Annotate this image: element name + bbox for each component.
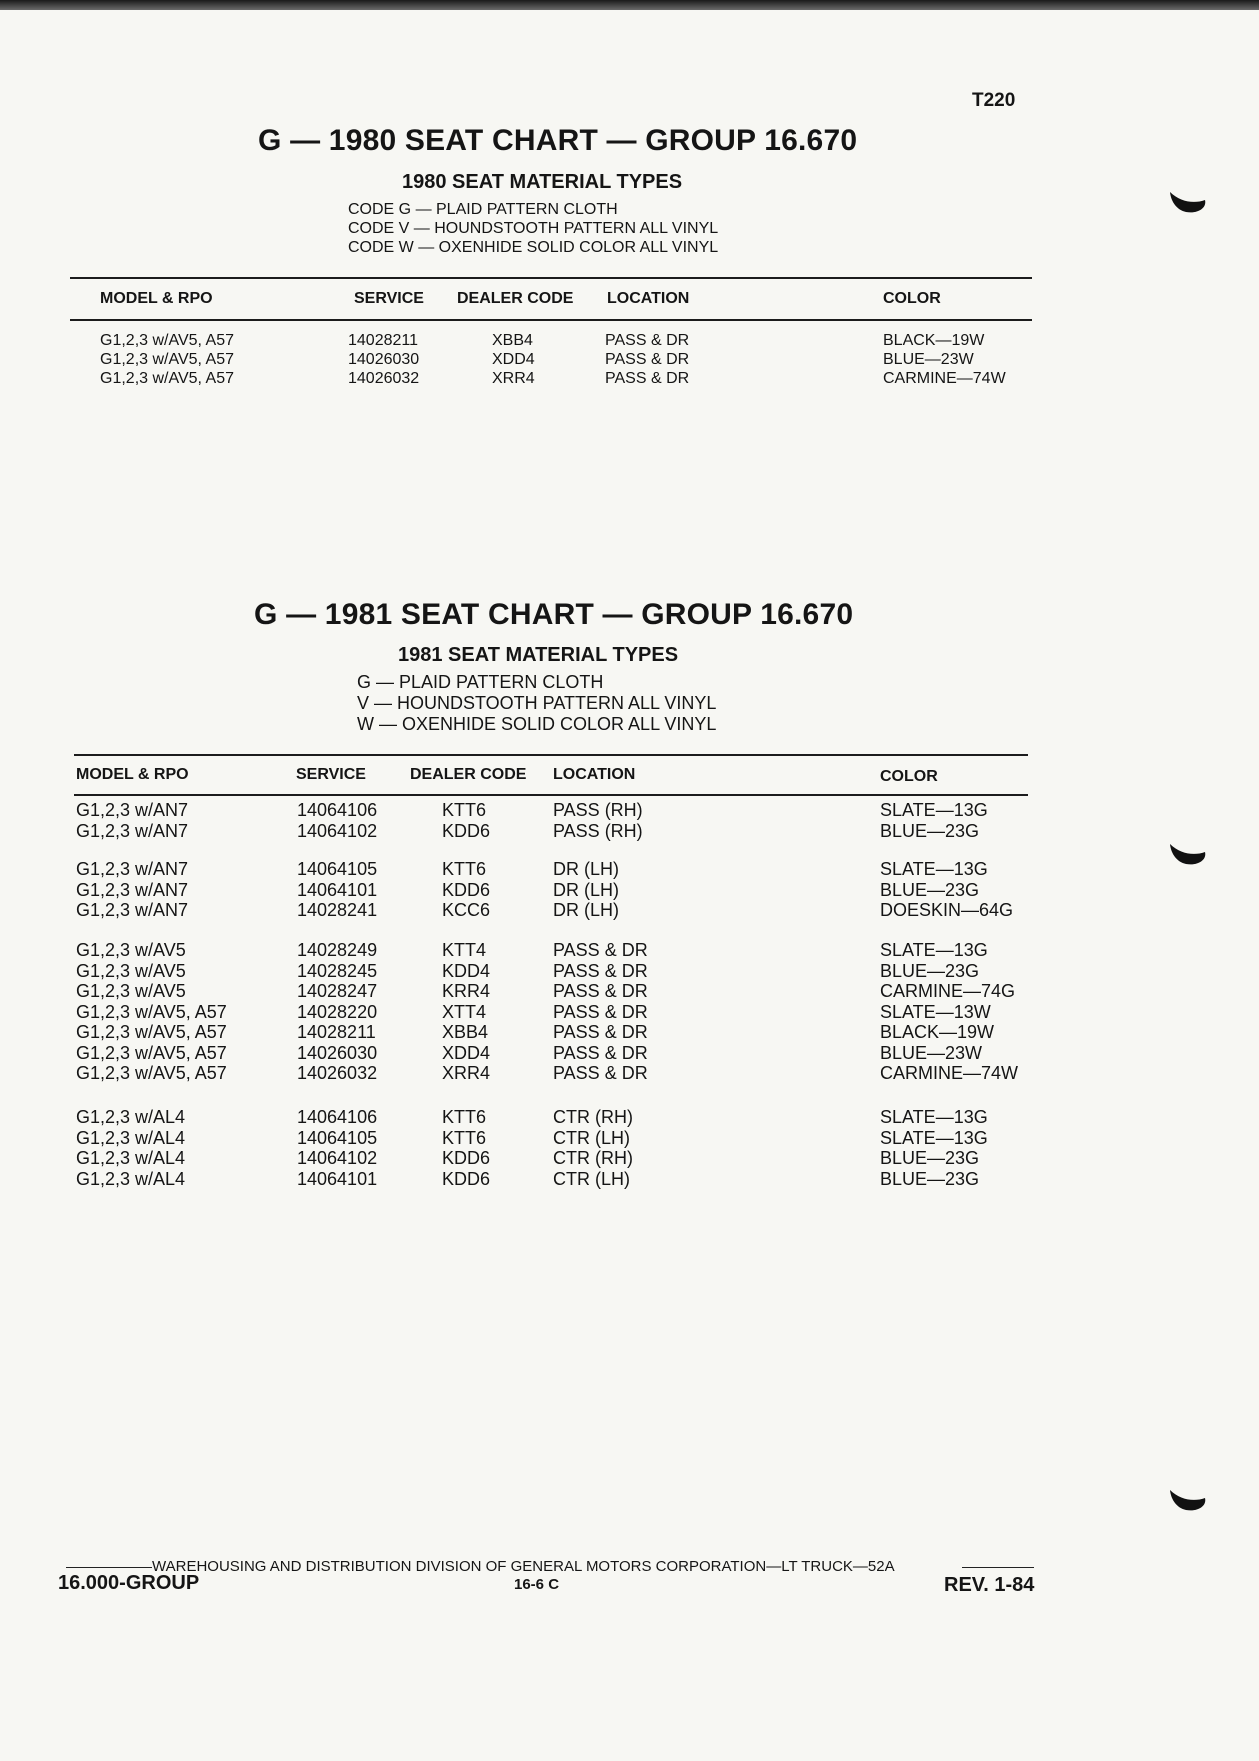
table-cell: PASS (RH)	[553, 820, 643, 841]
table-cell: CTR (LH)	[553, 1168, 630, 1189]
footer-division-line: WAREHOUSING AND DISTRIBUTION DIVISION OF GENERAL MOTORS CORPORATION—LT TRUCK—52A	[152, 1558, 895, 1575]
binder-hole-mark	[1168, 822, 1208, 868]
table-cell: 14026032	[348, 370, 420, 387]
column-header-service: SERVICE	[354, 290, 424, 307]
table-cell: G1,2,3 w/AV5, A57	[100, 351, 235, 368]
material-code-line: W — OXENHIDE SOLID COLOR ALL VINYL	[357, 714, 717, 734]
material-code-line: G — PLAID PATTERN CLOTH	[357, 672, 604, 692]
table-cell: 14064106	[297, 1107, 378, 1127]
table-cell: XRR4	[492, 370, 535, 387]
table-cell: 14028211	[348, 332, 418, 349]
table-cell: XBB4	[492, 332, 533, 349]
table-cell: XDD4	[492, 351, 535, 368]
table-cell: G1,2,3 w/AN7	[76, 820, 189, 841]
column-header-model: MODEL & RPO	[76, 766, 189, 783]
table-cell: CTR (RH)	[553, 1107, 633, 1127]
table-cell: XBB4	[442, 1022, 489, 1042]
table-cell: G1,2,3 w/AL4	[76, 1168, 186, 1189]
table-cell: G1,2,3 w/AV5	[76, 981, 186, 1001]
table-cell: BLUE—23W	[883, 351, 974, 368]
binder-hole-mark	[1168, 170, 1208, 216]
table-cell: 14028211	[297, 1022, 376, 1042]
table-cell: PASS & DR	[553, 1042, 648, 1063]
table-cell: KDD6	[442, 1168, 491, 1189]
column-header-location: LOCATION	[553, 766, 636, 783]
table-cell: SLATE—13G	[880, 1107, 988, 1127]
table-cell: G1,2,3 w/AL4	[76, 1148, 186, 1168]
table-cell: G1,2,3 w/AV5	[76, 960, 186, 981]
table-cell: CARMINE—74W	[883, 370, 1006, 387]
table-cell: 14028249	[297, 940, 378, 960]
table-cell: KDD6	[442, 820, 491, 841]
table-cell: G1,2,3 w/AL4	[76, 1127, 186, 1148]
table-cell: PASS & DR	[553, 1022, 648, 1042]
table-cell: 14026032	[297, 1063, 378, 1083]
table-cell: G1,2,3 w/AV5	[76, 940, 186, 960]
table-cell: 14064105	[297, 1127, 378, 1148]
table-cell: KTT6	[442, 1107, 487, 1127]
table-cell: CTR (LH)	[553, 1127, 630, 1148]
chart-1981-subtitle: 1981 SEAT MATERIAL TYPES	[398, 644, 679, 666]
page-code: T220	[972, 90, 1016, 111]
table-cell: 14064102	[297, 1148, 378, 1168]
table-cell: BLUE—23G	[880, 1148, 980, 1168]
table-cell: G1,2,3 w/AN7	[76, 879, 189, 900]
table-cell: 14028241	[297, 900, 378, 920]
table-cell: CTR (RH)	[553, 1148, 633, 1168]
table-cell: BLUE—23G	[880, 879, 980, 900]
table-cell: 14064106	[297, 800, 378, 820]
table-cell: G1,2,3 w/AL4	[76, 1107, 186, 1127]
table-cell: PASS & DR	[553, 940, 648, 960]
table-cell: BLACK—19W	[883, 332, 985, 349]
table-cell: PASS & DR	[553, 1001, 648, 1022]
chart-1981-material-codes	[357, 672, 716, 735]
table-cell: KTT6	[442, 800, 487, 820]
column-header-color: COLOR	[883, 290, 941, 307]
table-top-rule	[70, 277, 1032, 279]
table-cell: SLATE—13G	[880, 940, 988, 960]
chart-1980-subtitle: 1980 SEAT MATERIAL TYPES	[402, 171, 683, 193]
table-cell: DR (LH)	[553, 859, 619, 879]
table-cell: PASS & DR	[605, 332, 690, 349]
table-cell: BLUE—23G	[880, 960, 980, 981]
table-cell: KDD6	[442, 879, 491, 900]
table-cell: KTT4	[442, 940, 487, 960]
table-cell: DR (LH)	[553, 879, 619, 900]
table-cell: KCC6	[442, 900, 491, 920]
table-cell: 14064105	[297, 859, 378, 879]
table-cell: KRR4	[442, 981, 491, 1001]
table-cell: 14064101	[297, 879, 378, 900]
table-cell: CARMINE—74G	[880, 981, 1016, 1001]
table-cell: BLUE—23G	[880, 1168, 980, 1189]
table-cell: 14064102	[297, 820, 378, 841]
table-cell: 14028220	[297, 1001, 378, 1022]
table-cell: SLATE—13G	[880, 800, 988, 820]
table-cell: 14026030	[297, 1042, 378, 1063]
table-cell: SLATE—13G	[880, 859, 988, 879]
table-cell: KDD4	[442, 960, 491, 981]
footer-rule-right	[962, 1567, 1034, 1568]
table-cell: G1,2,3 w/AV5, A57	[76, 1042, 227, 1063]
material-code-line: CODE V — HOUNDSTOOTH PATTERN ALL VINYL	[348, 220, 719, 237]
column-header-location: LOCATION	[607, 290, 690, 307]
table-cell: KTT6	[442, 1127, 487, 1148]
table-cell: KDD6	[442, 1148, 491, 1168]
table-cell: BLUE—23G	[880, 820, 980, 841]
table-cell: PASS & DR	[553, 981, 648, 1001]
table-cell: PASS (RH)	[553, 800, 643, 820]
footer-page-number: 16-6 C	[514, 1576, 560, 1593]
table-cell: BLACK—19W	[880, 1022, 995, 1042]
table-cell: G1,2,3 w/AV5, A57	[100, 332, 235, 349]
binder-hole-mark	[1168, 1468, 1208, 1514]
table-cell: 14028247	[297, 981, 378, 1001]
table-cell: PASS & DR	[605, 370, 690, 387]
column-header-dealer-code: DEALER CODE	[410, 766, 527, 783]
table-header-rule	[70, 319, 1032, 321]
footer-rule-left	[66, 1567, 152, 1568]
material-code-line: CODE W — OXENHIDE SOLID COLOR ALL VINYL	[348, 239, 719, 256]
table-cell: CARMINE—74W	[880, 1063, 1019, 1083]
table-cell: 14064101	[297, 1168, 378, 1189]
material-code-line: V — HOUNDSTOOTH PATTERN ALL VINYL	[357, 693, 717, 713]
column-header-model: MODEL & RPO	[100, 290, 213, 307]
footer-revision: REV. 1-84	[944, 1574, 1035, 1596]
table-cell: 14026030	[348, 351, 420, 368]
table-cell: XTT4	[442, 1001, 487, 1022]
table-cell: PASS & DR	[553, 1063, 648, 1083]
table-cell: G1,2,3 w/AN7	[76, 859, 189, 879]
scan-top-edge	[0, 0, 1259, 10]
table-cell: G1,2,3 w/AV5, A57	[76, 1063, 227, 1083]
table-cell: SLATE—13G	[880, 1127, 988, 1148]
table-cell: G1,2,3 w/AV5, A57	[76, 1001, 227, 1022]
chart-1981-title: G — 1981 SEAT CHART — GROUP 16.670	[254, 598, 854, 631]
table-cell: PASS & DR	[553, 960, 648, 981]
table-cell: G1,2,3 w/AV5, A57	[76, 1022, 227, 1042]
footer-group: 16.000-GROUP	[58, 1572, 200, 1594]
table-cell: DOESKIN—64G	[880, 900, 1014, 920]
table-cell: BLUE—23W	[880, 1042, 983, 1063]
material-code-line: CODE G — PLAID PATTERN CLOTH	[348, 201, 618, 218]
table-header-rule	[74, 794, 1028, 796]
table-cell: G1,2,3 w/AV5, A57	[100, 370, 235, 387]
table-cell: XRR4	[442, 1063, 491, 1083]
table-cell: G1,2,3 w/AN7	[76, 800, 189, 820]
table-cell: 14028245	[297, 960, 378, 981]
table-cell: DR (LH)	[553, 900, 619, 920]
table-cell: PASS & DR	[605, 351, 690, 368]
table-cell: SLATE—13W	[880, 1001, 991, 1022]
table-cell: XDD4	[442, 1042, 491, 1063]
table-cell: KTT6	[442, 859, 487, 879]
column-header-service: SERVICE	[296, 766, 366, 783]
table-cell: G1,2,3 w/AN7	[76, 900, 189, 920]
table-top-rule	[74, 754, 1028, 756]
chart-1980-material-codes	[348, 200, 718, 257]
chart-1980-title: G — 1980 SEAT CHART — GROUP 16.670	[258, 124, 858, 157]
column-header-color: COLOR	[880, 768, 938, 785]
column-header-dealer-code: DEALER CODE	[457, 290, 574, 307]
